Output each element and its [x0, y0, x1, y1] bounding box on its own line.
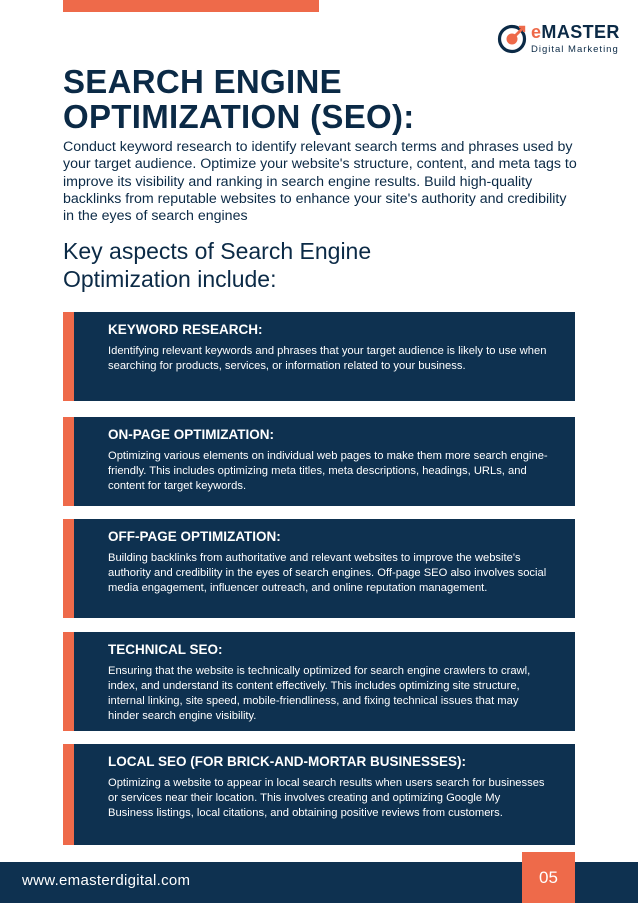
target-icon	[497, 24, 527, 54]
page-title: SEARCH ENGINE OPTIMIZATION (SEO):	[63, 63, 415, 135]
aspect-card-local-seo	[63, 744, 575, 845]
card-description: Identifying relevant keywords and phrases that your target audience is likely to use when searching for products, services, or information related to your business.	[108, 345, 547, 372]
card-accent-bar	[63, 312, 74, 401]
card-description: Optimizing a website to appear in local search results when users search for businesses or services near their location. This involves creating and optimizing Google My Business listings, local citations, and obtaining positive reviews from customers.	[108, 777, 545, 819]
card-description: Ensuring that the website is technically optimized for search engine crawlers to crawl, index, and understand its content effectively. This includes optimizing site structure, internal linking, site speed, mobile-friendliness, and fixing technical issues that may hinder search engine visibility.	[108, 665, 531, 722]
card-accent-bar	[63, 632, 74, 731]
aspect-card-off-page-optimization	[63, 519, 575, 618]
website-link[interactable]: www.emasterdigital.com	[22, 872, 191, 889]
brand-logo[interactable]	[497, 22, 620, 58]
card-title: TECHNICAL SEO:	[108, 642, 223, 657]
brand-tagline: Digital Marketing	[531, 44, 619, 55]
aspect-card-on-page-optimization	[63, 417, 575, 506]
card-title: LOCAL SEO (FOR BRICK-AND-MORTAR BUSINESSES):	[108, 754, 466, 769]
top-accent-strip	[63, 0, 319, 12]
card-accent-bar	[63, 519, 74, 618]
page-number: 05	[522, 852, 575, 903]
aspect-card-keyword-research	[63, 312, 575, 401]
card-title: OFF-PAGE OPTIMIZATION:	[108, 529, 281, 544]
aspect-card-technical-seo	[63, 632, 575, 731]
intro-paragraph: Conduct keyword research to identify relevant search terms and phrases used by your target audience. Optimize your website's structure, content, and meta tags to improve its visibility and ranking in search engine results. Build high-quality backlinks from reputable websites to enhance your site's authority and credibility in the eyes of search engines	[63, 139, 577, 225]
card-title: ON-PAGE OPTIMIZATION:	[108, 427, 274, 442]
card-description: Optimizing various elements on individual web pages to make them more search engine-friendly. This includes optimizing meta titles, meta descriptions, headings, URLs, and content for target keywords.	[108, 450, 548, 492]
brand-name: eMASTER	[531, 22, 620, 42]
card-title: KEYWORD RESEARCH:	[108, 322, 263, 337]
section-subtitle: Key aspects of Search Engine Optimization include:	[63, 238, 372, 292]
card-accent-bar	[63, 417, 74, 506]
card-description: Building backlinks from authoritative and relevant websites to improve the website's authority and credibility in the eyes of search engines. Off-page SEO also involves social media engagement, influencer outreach, and online reputation management.	[108, 552, 547, 594]
card-accent-bar	[63, 744, 74, 845]
